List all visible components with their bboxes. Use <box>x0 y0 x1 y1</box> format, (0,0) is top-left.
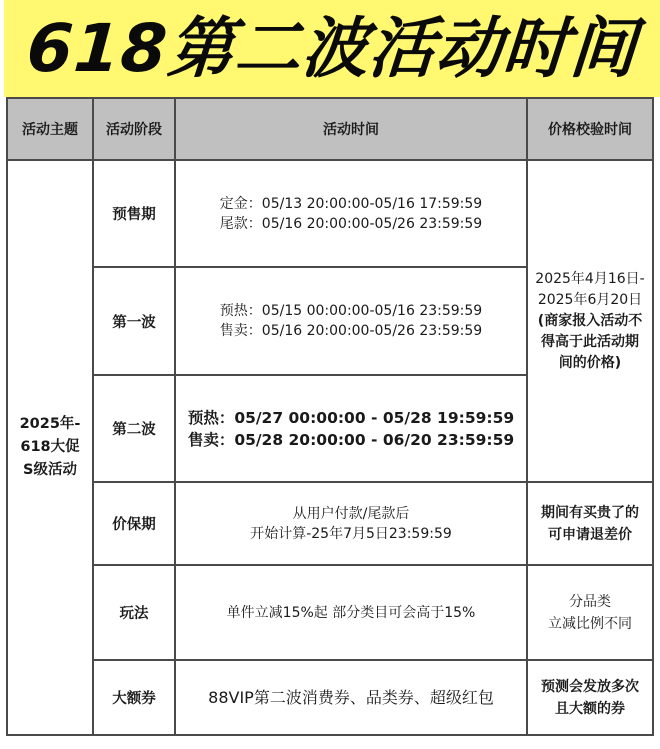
time-cell <box>175 660 527 735</box>
stage-cell: 预售期 <box>93 160 175 267</box>
time-line: 单件立减15%起 部分类目可会高于15% <box>226 604 476 621</box>
table-row-gameplay <box>7 565 653 660</box>
time-line: 定金：05/13 20:00:00-05/16 17:59:59 <box>219 195 483 212</box>
time-line: 售卖：05/28 20:00:00 - 06/20 23:59:59 <box>187 430 515 449</box>
price-check-cell <box>527 160 653 482</box>
header-theme: 活动主题 <box>7 98 93 160</box>
price-check-note: 间的价格) <box>558 354 622 371</box>
activity-schedule-table <box>6 97 654 736</box>
price-check-line: 可申请退差价 <box>548 526 632 543</box>
stage-cell: 第一波 <box>93 267 175 375</box>
price-check-line: 立减比例不同 <box>548 615 632 632</box>
time-cell <box>175 267 527 375</box>
table-row-presale <box>7 160 653 267</box>
title-banner <box>4 0 660 97</box>
price-check-line: 分品类 <box>569 593 611 610</box>
theme-line: 618大促 <box>20 439 80 455</box>
time-line: 88VIP第二波消费券、品类券、超级红包 <box>208 687 494 707</box>
price-check-note: 得高于此活动期 <box>541 333 639 350</box>
time-cell <box>175 482 527 565</box>
header-time: 活动时间 <box>175 98 527 160</box>
time-line: 从用户付款/尾款后 <box>292 505 410 522</box>
stage-cell: 玩法 <box>93 565 175 660</box>
price-check-cell <box>527 482 653 565</box>
theme-line: S级活动 <box>23 462 77 478</box>
time-line: 预热：05/15 00:00:00-05/16 23:59:59 <box>219 303 483 319</box>
header-price-check: 价格校验时间 <box>527 98 653 160</box>
price-check-note: (商家报入活动不 <box>537 312 643 329</box>
price-check-cell <box>527 660 653 735</box>
table-row-coupon <box>7 660 653 735</box>
time-line: 售卖：05/16 20:00:00-05/26 23:59:59 <box>219 323 483 339</box>
price-check-cell <box>527 565 653 660</box>
stage-cell: 大额券 <box>93 660 175 735</box>
stage-cell: 价保期 <box>93 482 175 565</box>
price-check-line: 期间有买贵了的 <box>541 504 639 521</box>
table-row-price-protection <box>7 482 653 565</box>
theme-line: 2025年- <box>19 416 81 432</box>
price-check-line: 预测会发放多次 <box>541 678 639 695</box>
time-line: 开始计算-25年7月5日23:59:59 <box>250 525 452 542</box>
page-title: 618第二波活动时间 <box>24 9 640 87</box>
time-line: 预热：05/27 00:00:00 - 05/28 19:59:59 <box>187 408 515 427</box>
activity-theme-cell <box>7 160 93 735</box>
time-cell <box>175 160 527 267</box>
time-cell-highlight <box>175 375 527 482</box>
price-check-date: 2025年6月20日 <box>537 291 643 308</box>
stage-cell: 第二波 <box>93 375 175 482</box>
time-line: 尾款：05/16 20:00:00-05/26 23:59:59 <box>219 215 483 232</box>
header-stage: 活动阶段 <box>93 98 175 160</box>
price-check-date: 2025年4月16日- <box>535 270 645 287</box>
time-cell <box>175 565 527 660</box>
price-check-line: 且大额的券 <box>555 700 625 717</box>
table-header-row <box>7 98 653 160</box>
